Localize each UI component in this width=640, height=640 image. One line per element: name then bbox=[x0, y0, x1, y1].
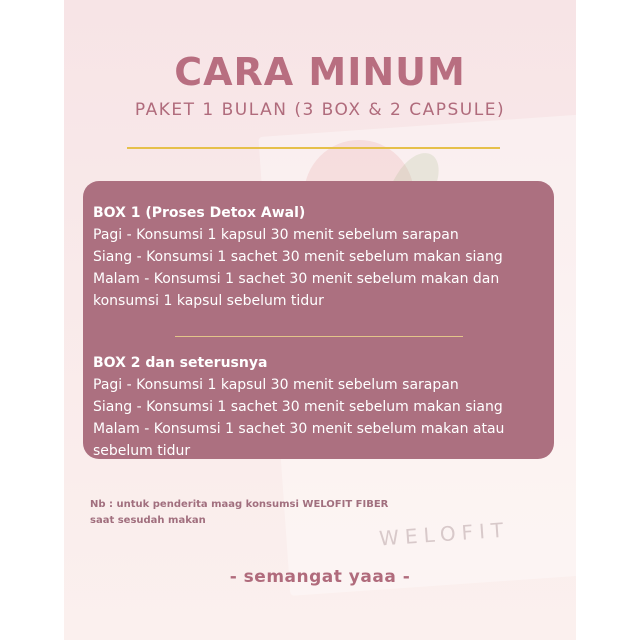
box1-line-siang: Siang - Konsumsi 1 sachet 30 menit sebelum makan siang bbox=[93, 249, 503, 265]
poster bbox=[64, 0, 576, 640]
box2-heading: BOX 2 dan seterusnya bbox=[93, 355, 268, 371]
box2-line-pagi: Pagi - Konsumsi 1 kapsul 30 menit sebelum sarapan bbox=[93, 377, 459, 393]
box2-line-malam: Malam - Konsumsi 1 sachet 30 menit sebelum makan atau bbox=[93, 421, 505, 437]
box1-line-pagi: Pagi - Konsumsi 1 kapsul 30 menit sebelum sarapan bbox=[93, 227, 459, 243]
section-divider bbox=[175, 336, 463, 337]
box2-section bbox=[93, 353, 544, 462]
title-divider bbox=[127, 147, 500, 149]
footnote bbox=[90, 497, 388, 529]
closing-tagline: - semangat yaaa - bbox=[229, 567, 411, 587]
footnote-line-1: Nb : untuk penderita maag konsumsi WELOFIT FIBER bbox=[90, 499, 389, 510]
page-subtitle: PAKET 1 BULAN (3 BOX & 2 CAPSULE) bbox=[134, 100, 506, 120]
box2-line-malam-cont: sebelum tidur bbox=[93, 443, 191, 459]
background-brand-text: WELOFIT bbox=[378, 517, 510, 551]
box2-line-siang: Siang - Konsumsi 1 sachet 30 menit sebelum makan siang bbox=[93, 399, 503, 415]
box1-heading: BOX 1 (Proses Detox Awal) bbox=[93, 205, 306, 221]
box1-line-malam-cont: konsumsi 1 kapsul sebelum tidur bbox=[93, 293, 324, 309]
footnote-line-2: saat sesudah makan bbox=[90, 515, 206, 526]
box1-line-malam: Malam - Konsumsi 1 sachet 30 menit sebelum makan dan bbox=[93, 271, 500, 287]
instructions-card bbox=[83, 181, 554, 459]
page-title: CARA MINUM bbox=[174, 50, 466, 94]
box1-section bbox=[93, 203, 544, 312]
